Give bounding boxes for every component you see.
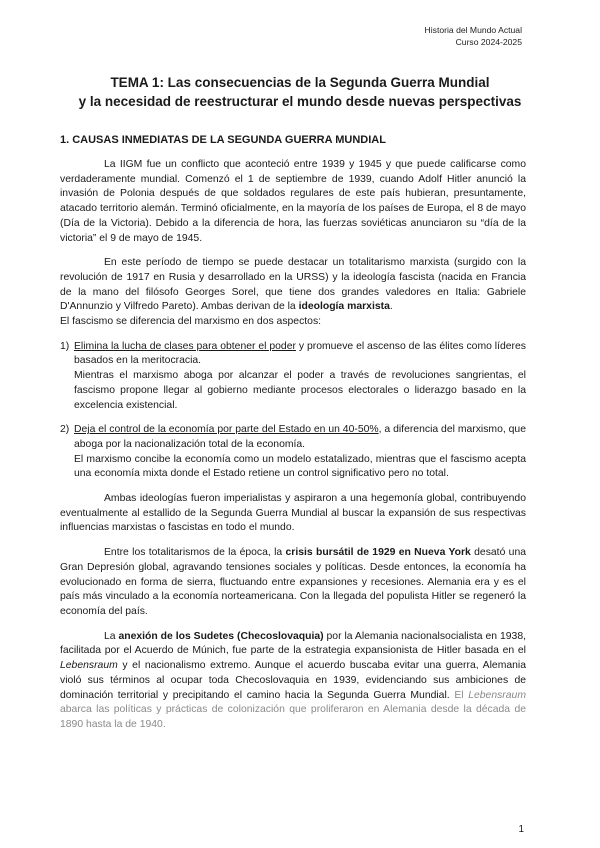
- note-lebensraum-italic: Lebensraum: [468, 689, 526, 701]
- paragraph-crisis-1929: [60, 546, 526, 620]
- crisis-text-b: desató una Gran Depresión global, agravando tensiones sociales y políticas. Desde entonces, la economía ha evolucionado en forma de sierra, fluctuando entre expansiones y recesiones. Alemania era y es el país más vinculado a la economía norteamericana. Con la llegada del populista Hitler se regeneró la economía del país.: [60, 547, 527, 617]
- page-title: [0, 74, 600, 111]
- document-body: [60, 134, 526, 733]
- crisis-bold: crisis bursátil de 1929 en Nueva York: [285, 547, 471, 559]
- course-name: Historia del Mundo Actual: [424, 25, 522, 35]
- sudetes-text-c: y el nacionalismo extremo. Aunque el acuerdo buscaba evitar una guerra, Alemania violó sus términos al ocupar toda Checoslovaquia en 1939, evidenciando sus ambiciones de dominación territorial y precipitando el camino hacia la Segunda Guerra Mundial.: [60, 660, 526, 701]
- list-item: [60, 340, 526, 414]
- sudetes-bold: anexión de los Sudetes (Checoslovaquia): [118, 630, 324, 642]
- paragraph-imperialism: Ambas ideologías fueron imperialistas y aspiraron a una hegemonía global, contribuyendo eventualmente al estallido de la Segunda Guerra Mundial al buscar la expansión de sus respectivas influencias marxistas o fascistas en todo el mundo.: [60, 493, 526, 534]
- note-text-a: El: [454, 689, 469, 701]
- paragraph-intro: La IIGM fue un conflicto que aconteció entre 1939 y 1945 y que puede calificarse como verdaderamente mundial. Comenzó el 1 de septiembre de 1939, cuando Adolf Hitler anunció la invasión de Polonia después de que soldados regulares de este país hubieran, presuntamente, atacado territorio alemán. Terminó oficialmente, en la mayoría de los países de Europa, el 8 de mayo (Día de la Victoria). Debido a la diferencia de hora, las fuerzas soviéticas anunciaron su “día de la victoria” el 9 de mayo de 1945.: [60, 159, 526, 244]
- list-number: 1): [60, 340, 70, 352]
- title-line-1: TEMA 1: Las consecuencias de la Segunda Guerra Mundial: [110, 75, 490, 90]
- list-item: [60, 423, 526, 482]
- ideologies-end: .: [389, 301, 393, 313]
- sudetes-text-b: por la Alemania nacionalsocialista en 1938, facilitada por el Acuerdo de Múnich, fue parte de la estrategia expansionista de Hitler basada en el: [60, 630, 526, 657]
- paragraph-differences: El fascismo se diferencia del marxismo en dos aspectos:: [60, 316, 322, 328]
- paragraph-sudetes: [60, 630, 526, 733]
- crisis-text-a: Entre los totalitarismos de la época, la: [104, 547, 286, 559]
- list-number: 2): [60, 424, 70, 436]
- list-item-rest: , a diferencia del marxismo, que aboga por la nacionalización total de la economía.: [74, 424, 526, 450]
- lebensraum-italic: Lebensraum: [60, 660, 118, 672]
- list-item-detail: El marxismo concibe la economía como un modelo estatalizado, mientras que el fascismo acepta una economía mixta donde el Estado retiene un control significativo pero no total.: [74, 453, 526, 480]
- ideologies-text: En este período de tiempo se puede destacar un totalitarismo marxista (surgido con la revolución de 1917 en Rusia y desarrollado en la URSS) y la ideología fascista (nacida en Francia de la mano del filósofo Georges Sorel, que tiene dos grandes valedores en Italia: Gabriele D'Annunzio y Vilfredo Pareto). Ambas derivan de la: [60, 257, 526, 313]
- paragraph-ideologies: [60, 256, 526, 315]
- page-number: 1: [518, 824, 524, 835]
- note-text-b: abarca las políticas y prácticas de colonización que proliferaron en Alemania desde la década de 1890 hasta la de 1940.: [60, 704, 526, 730]
- title-line-2: y la necesidad de reestructurar el mundo desde nuevas perspectivas: [78, 93, 522, 109]
- list-item-underlined: Elimina la lucha de clases para obtener el poder: [74, 340, 296, 352]
- document-header: [425, 25, 522, 48]
- list-item-detail: Mientras el marxismo aboga por alcanzar el poder a través de revoluciones sangrientas, el fascismo propone llegar al gobierno mediante procesos electorales o liderazgo basado en la excelencia existencial.: [74, 370, 526, 411]
- ideologia-marxista-bold: ideología marxista: [298, 301, 390, 313]
- sudetes-text-a: La: [104, 630, 119, 642]
- list-item-underlined: Deja el control de la economía por parte del Estado en un 40-50%: [74, 424, 379, 436]
- list-item-rest: y promueve el ascenso de las élites como líderes basados en la meritocracia.: [74, 340, 526, 367]
- course-year: Curso 2024-2025: [455, 36, 522, 47]
- section-heading: 1. CAUSAS INMEDIATAS DE LA SEGUNDA GUERRA MUNDIAL: [60, 134, 386, 146]
